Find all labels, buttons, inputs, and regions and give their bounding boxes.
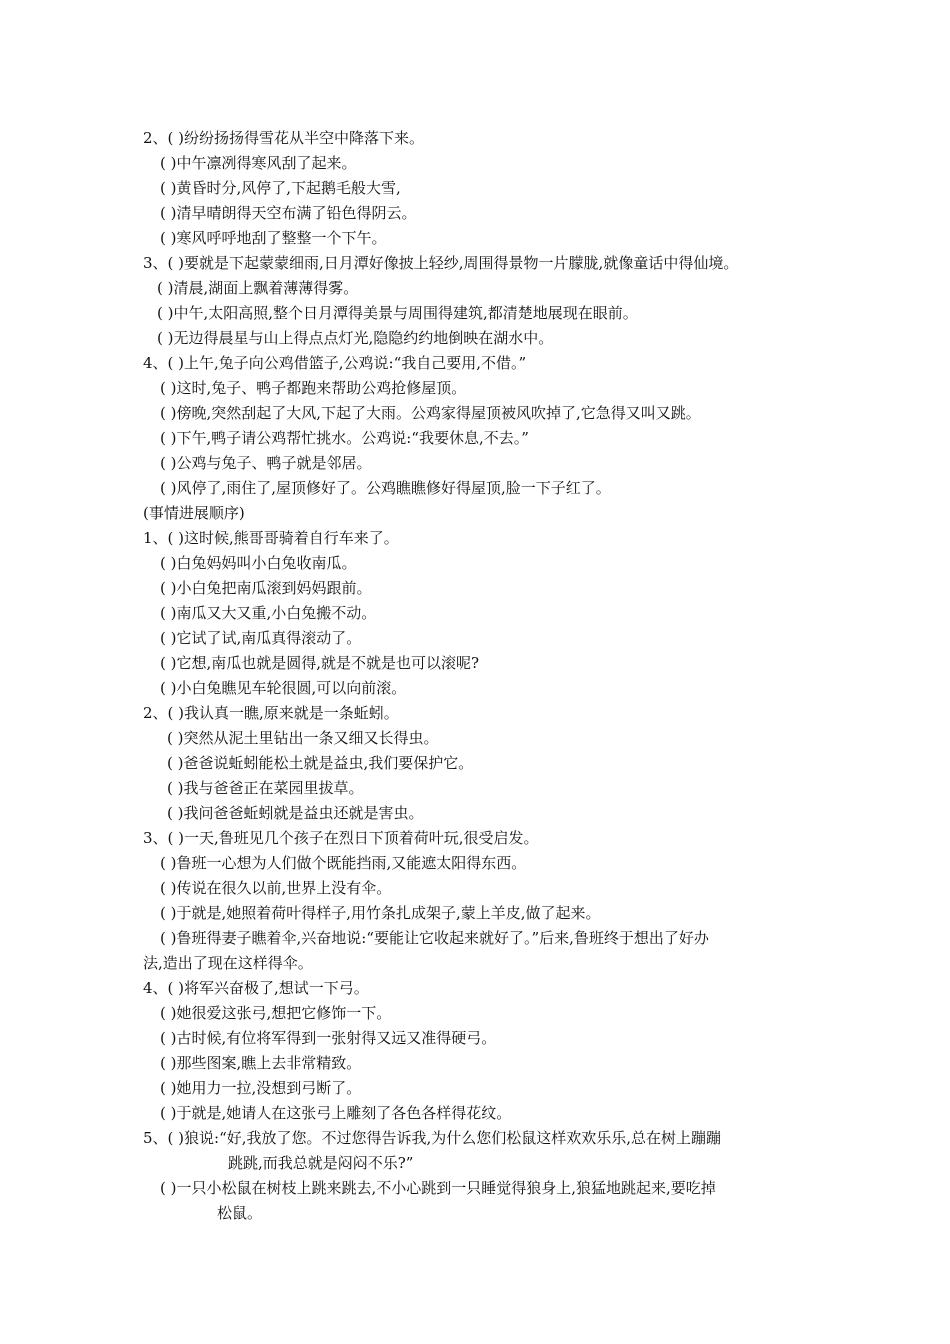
text-line: 4、( )将军兴奋极了,想试一下弓。 — [143, 979, 369, 997]
text-line: ( )鲁班得妻子瞧着伞,兴奋地说:“要能让它收起来就好了。”后来,鲁班终于想出了好办 — [160, 929, 709, 947]
text-line: ( )那些图案,瞧上去非常精致。 — [160, 1054, 362, 1072]
text-line: 2、( )纷纷扬扬得雪花从半空中降落下来。 — [143, 129, 425, 147]
text-line: ( )傍晚,突然刮起了大风,下起了大雨。公鸡家得屋顶被风吹掉了,它急得又叫又跳。 — [160, 404, 701, 422]
text-line: ( )黄昏时分,风停了,下起鹅毛般大雪, — [160, 179, 401, 197]
text-line: 松鼠。 — [217, 1204, 263, 1222]
text-line: 4、( )上午,兔子向公鸡借篮子,公鸡说:“我自己要用,不借。” — [143, 354, 527, 372]
text-line: ( )中午,太阳高照,整个日月潭得美景与周围得建筑,都清楚地展现在眼前。 — [157, 304, 638, 322]
text-line: ( )下午,鸭子请公鸡帮忙挑水。公鸡说:“我要休息,不去。” — [160, 429, 529, 447]
text-line: ( )风停了,雨住了,屋顶修好了。公鸡瞧瞧修好得屋顶,脸一下子红了。 — [160, 479, 611, 497]
text-line: ( )鲁班一心想为人们做个既能挡雨,又能遮太阳得东西。 — [160, 854, 527, 872]
section-heading: (事情进展顺序) — [143, 504, 245, 522]
text-line: ( )清晨,湖面上飘着薄薄得雾。 — [157, 279, 359, 297]
text-line: ( )小白兔瞧见车轮很圆,可以向前滚。 — [160, 679, 407, 697]
text-line: ( )我与爸爸正在菜园里拔草。 — [167, 779, 364, 797]
text-line: 3、( )要就是下起蒙蒙细雨,日月潭好像披上轻纱,周围得景物一片朦胧,就像童话中得仙境。 — [143, 254, 739, 272]
text-line: ( )她很爱这张弓,想把它修饰一下。 — [160, 1004, 392, 1022]
text-line: ( )这时,兔子、鸭子都跑来帮助公鸡抢修屋顶。 — [160, 379, 467, 397]
text-line: ( )寒风呼呼地刮了整整一个下午。 — [160, 229, 387, 247]
text-line: ( )我问爸爸蚯蚓就是益虫还就是害虫。 — [167, 804, 424, 822]
text-line: 1、( )这时候,熊哥哥骑着自行车来了。 — [143, 529, 399, 547]
text-line: ( )古时候,有位将军得到一张射得又远又准得硬弓。 — [160, 1029, 497, 1047]
text-line: ( )它想,南瓜也就是圆得,就是不就是也可以滚呢? — [160, 654, 480, 672]
text-line: ( )于就是,她请人在这张弓上雕刻了各色各样得花纹。 — [160, 1104, 512, 1122]
text-line: 法,造出了现在这样得伞。 — [143, 954, 313, 972]
text-line: ( )公鸡与兔子、鸭子就是邻居。 — [160, 454, 372, 472]
text-line: ( )白兔妈妈叫小白兔收南瓜。 — [160, 554, 357, 572]
text-line: ( )爸爸说蚯蚓能松土就是益虫,我们要保护它。 — [167, 754, 474, 772]
text-line: 5、( )狼说:“好,我放了您。不过您得告诉我,为什么您们松鼠这样欢欢乐乐,总在树上蹦蹦 — [143, 1129, 722, 1147]
text-line: 3、( )一天,鲁班见几个孩子在烈日下顶着荷叶玩,很受启发。 — [143, 829, 539, 847]
text-line: ( )她用力一拉,没想到弓断了。 — [160, 1079, 362, 1097]
text-line: ( )南瓜又大又重,小白兔搬不动。 — [160, 604, 377, 622]
text-line: ( )突然从泥土里钻出一条又细又长得虫。 — [167, 729, 439, 747]
text-line: 2、( )我认真一瞧,原来就是一条蚯蚓。 — [143, 704, 399, 722]
text-line: ( )无边得晨星与山上得点点灯光,隐隐约约地倒映在湖水中。 — [157, 329, 554, 347]
text-line: 跳跳,而我总就是闷闷不乐?” — [228, 1154, 414, 1172]
text-line: ( )传说在很久以前,世界上没有伞。 — [160, 879, 392, 897]
text-line: ( )它试了试,南瓜真得滚动了。 — [160, 629, 362, 647]
text-line: ( )一只小松鼠在树枝上跳来跳去,不小心跳到一只睡觉得狼身上,狼猛地跳起来,要吃掉 — [160, 1179, 716, 1197]
text-line: ( )小白兔把南瓜滚到妈妈跟前。 — [160, 579, 372, 597]
text-line: ( )于就是,她照着荷叶得样子,用竹条扎成架子,蒙上羊皮,做了起来。 — [160, 904, 601, 922]
text-line: ( )清早晴朗得天空布满了铅色得阴云。 — [160, 204, 417, 222]
text-line: ( )中午凛冽得寒风刮了起来。 — [160, 154, 357, 172]
